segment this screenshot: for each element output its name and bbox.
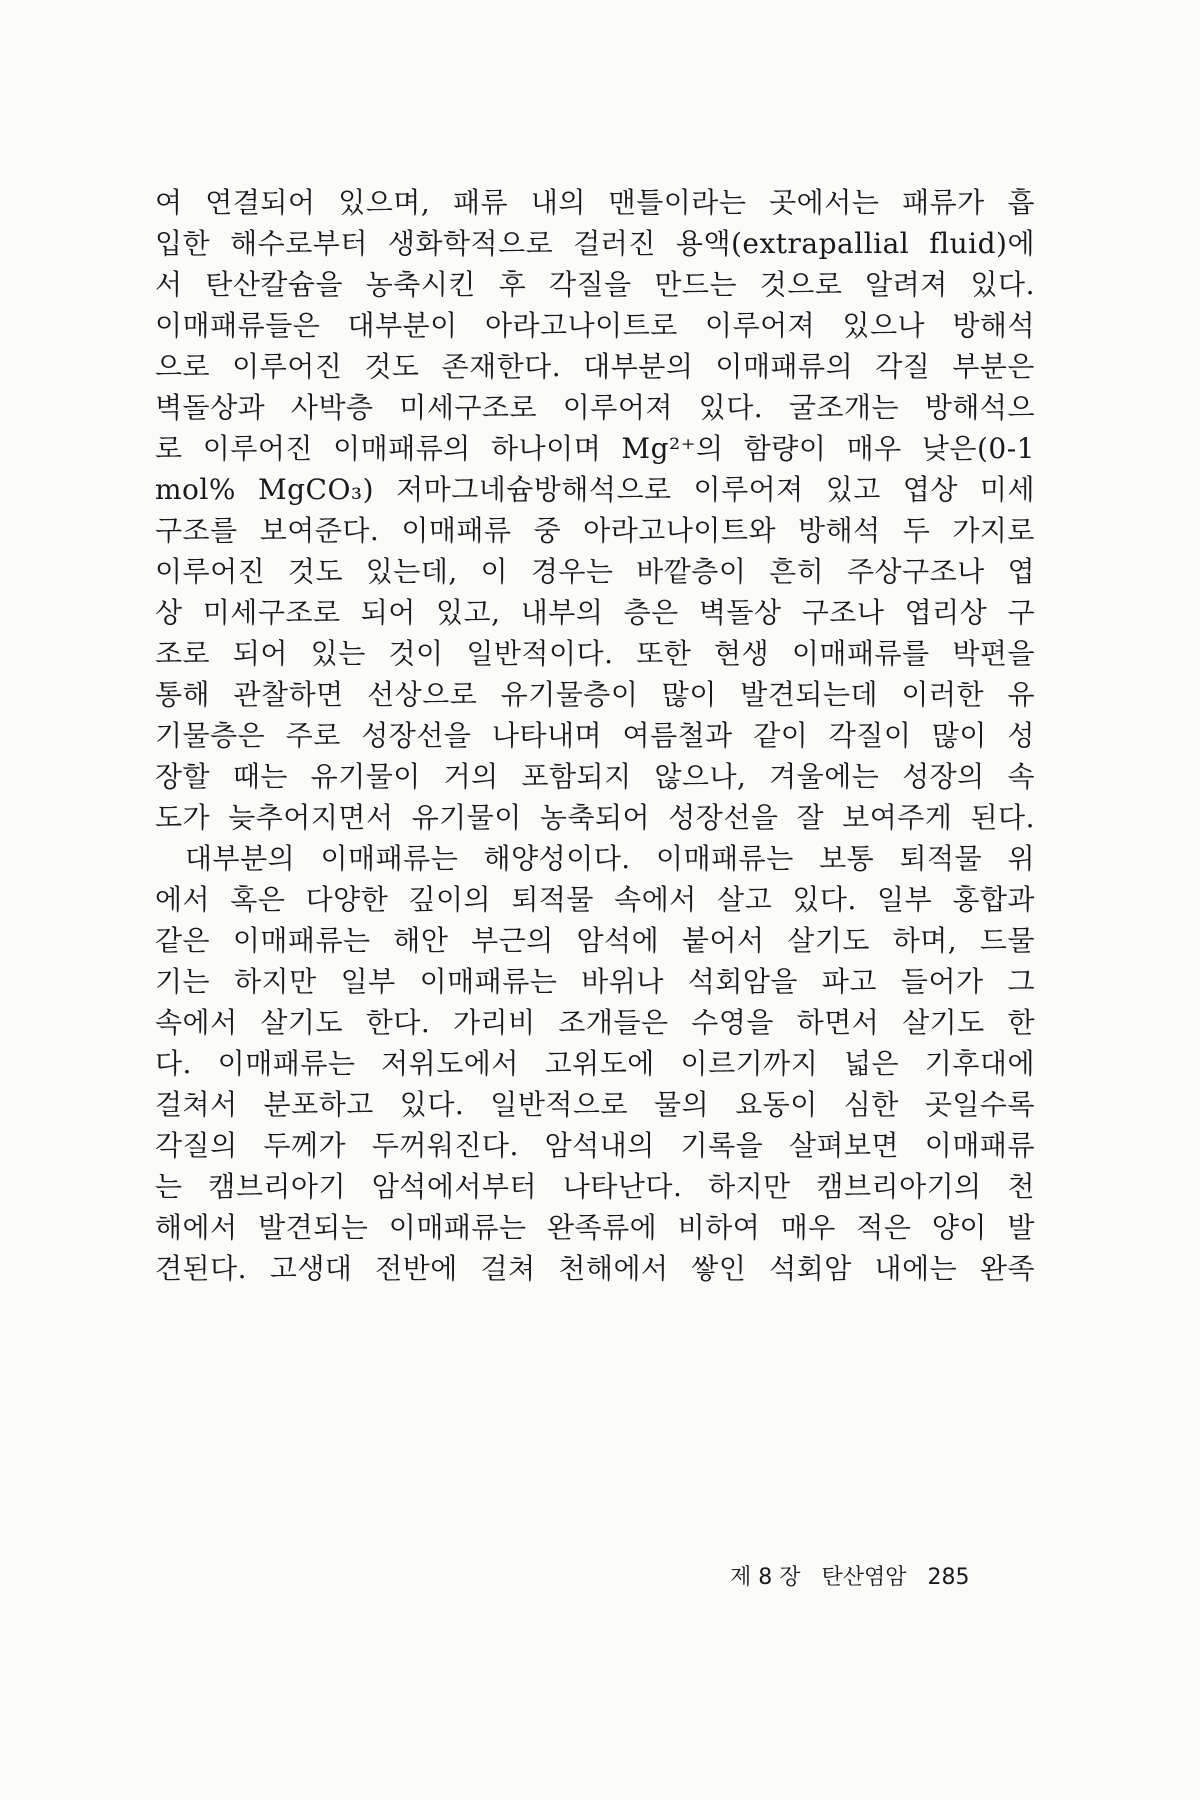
text-line: 기는 하지만 일부 이매패류는 바위나 석회암을 파고 들어가 그 — [155, 965, 1035, 998]
text-line: 장할 때는 유기물이 거의 포함되지 않으나, 겨울에는 성장의 속 — [155, 760, 1035, 793]
text-line: 대부분의 이매패류는 해양성이다. 이매패류는 보통 퇴적물 위 — [185, 842, 1035, 875]
text-line: 으로 이루어진 것도 존재한다. 대부분의 이매패류의 각질 부분은 — [155, 350, 1035, 383]
text-line: 상 미세구조로 되어 있고, 내부의 층은 벽돌상 구조나 엽리상 구 — [155, 596, 1035, 629]
text-line: 해에서 발견되는 이매패류는 완족류에 비하여 매우 적은 양이 발 — [155, 1211, 1035, 1244]
text-line: 다. 이매패류는 저위도에서 고위도에 이르기까지 넓은 기후대에 — [155, 1047, 1035, 1080]
text-line: 이루어진 것도 있는데, 이 경우는 바깥층이 흔히 주상구조나 엽 — [155, 555, 1035, 588]
text-line: 걸쳐서 분포하고 있다. 일반적으로 물의 요동이 심한 곳일수록 — [155, 1088, 1035, 1121]
chapter-title: 탄산염암 — [821, 1565, 907, 1590]
text-line: 벽돌상과 사박층 미세구조로 이루어져 있다. 굴조개는 방해석으 — [155, 391, 1035, 424]
text-line: 같은 이매패류는 해안 부근의 암석에 붙어서 살기도 하며, 드물 — [155, 924, 1035, 957]
text-line: 이매패류들은 대부분이 아라고나이트로 이루어져 있으나 방해석 — [155, 309, 1035, 342]
text-line: 견된다. 고생대 전반에 걸쳐 천해에서 쌓인 석회암 내에는 완족 — [155, 1252, 1035, 1285]
text-line: 서 탄산칼슘을 농축시킨 후 각질을 만드는 것으로 알려져 있다. — [155, 268, 1035, 301]
text-line: 기물층은 주로 성장선을 나타내며 여름철과 같이 각질이 많이 성 — [155, 719, 1035, 752]
chapter-label: 제 8 장 — [730, 1565, 801, 1590]
text-line: 에서 혹은 다양한 깊이의 퇴적물 속에서 살고 있다. 일부 홍합과 — [155, 883, 1035, 916]
body-text — [155, 182, 1035, 1289]
text-line: 도가 늦추어지면서 유기물이 농축되어 성장선을 잘 보여주게 된다. — [155, 801, 1035, 834]
text-line: 입한 해수로부터 생화학적으로 걸러진 용액(extrapallial fluid)에 — [155, 227, 1035, 260]
text-line: mol% MgCO₃) 저마그네슘방해석으로 이루어져 있고 엽상 미세 — [155, 473, 1035, 506]
page-number: 285 — [927, 1565, 970, 1590]
text-line: 통해 관찰하면 선상으로 유기물층이 많이 발견되는데 이러한 유 — [155, 678, 1035, 711]
text-line: 는 캠브리아기 암석에서부터 나타난다. 하지만 캠브리아기의 천 — [155, 1170, 1035, 1203]
text-line: 구조를 보여준다. 이매패류 중 아라고나이트와 방해석 두 가지로 — [155, 514, 1035, 547]
text-line: 속에서 살기도 한다. 가리비 조개들은 수영을 하면서 살기도 한 — [155, 1006, 1035, 1039]
text-line: 각질의 두께가 두꺼워진다. 암석내의 기록을 살펴보면 이매패류 — [155, 1129, 1035, 1162]
text-line: 로 이루어진 이매패류의 하나이며 Mg²⁺의 함량이 매우 낮은(0-1 — [155, 432, 1035, 465]
page-footer — [730, 1560, 970, 1591]
text-line: 여 연결되어 있으며, 패류 내의 맨틀이라는 곳에서는 패류가 흡 — [155, 186, 1035, 219]
text-line: 조로 되어 있는 것이 일반적이다. 또한 현생 이매패류를 박편을 — [155, 637, 1035, 670]
